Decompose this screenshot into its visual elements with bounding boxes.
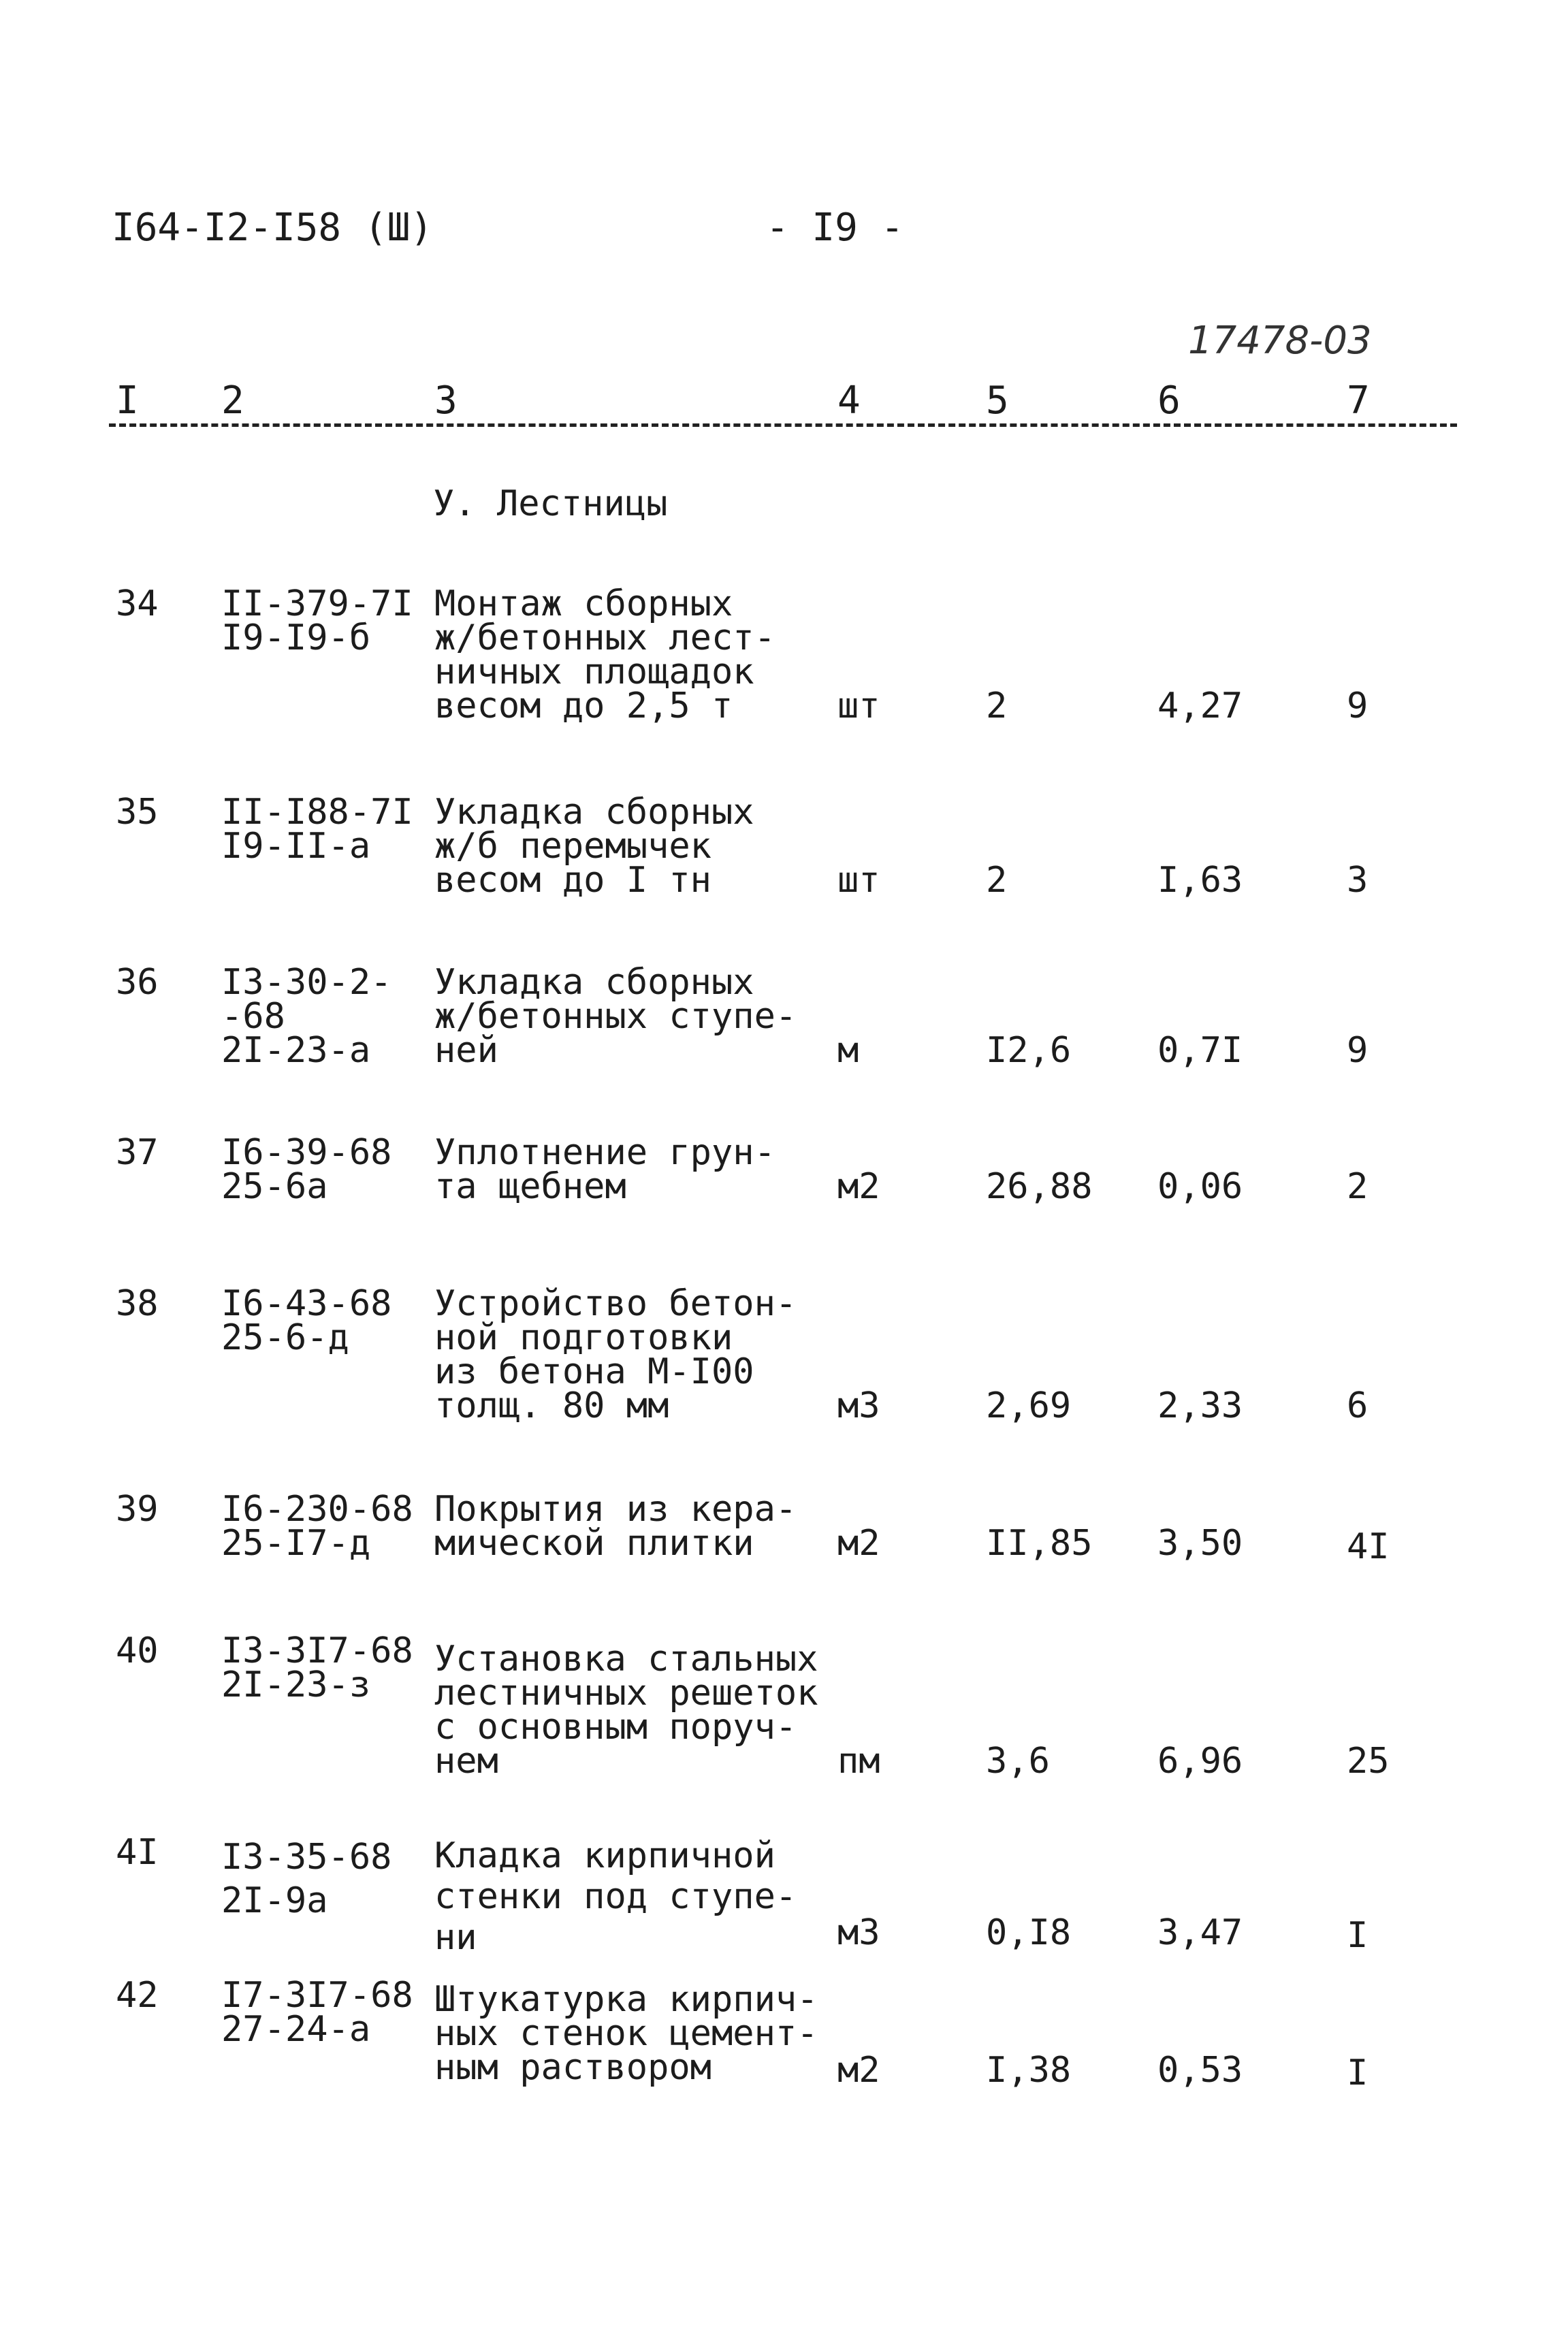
- column-number-header: [109, 379, 1457, 440]
- total: 25: [1347, 1741, 1390, 1782]
- norm-code: I6-39-68 25-6а: [221, 1132, 392, 1207]
- row-number: 38: [116, 1283, 159, 1324]
- quantity: 26,88: [986, 1166, 1093, 1207]
- unit: шт: [837, 860, 880, 901]
- norm-code: I7-3I7-68 27-24-а: [221, 1975, 413, 2050]
- unit-price: 0,7I: [1157, 1030, 1243, 1071]
- document-code: I64-I2-I58 (Ш): [112, 206, 434, 250]
- work-description: Установка стальных лестничных решеток с основным поруч- нем: [434, 1639, 818, 1782]
- unit-price: 3,50: [1157, 1523, 1243, 1564]
- dashed-rule: [109, 423, 1457, 427]
- norm-code: I3-35-68 2I-9а: [221, 1837, 392, 1921]
- unit-price: 0,53: [1157, 2050, 1243, 2091]
- section-title: У. Лестницы: [433, 483, 668, 524]
- unit: шт: [837, 686, 880, 726]
- unit: м: [837, 1030, 859, 1071]
- column-number: 5: [986, 379, 1009, 423]
- work-description: Покрытия из кера- мической плитки: [434, 1489, 797, 1564]
- row-number: 36: [116, 962, 159, 1003]
- work-description: Штукатурка кирпич- ных стенок цемент- ным раствором: [434, 1979, 818, 2088]
- row-number: 39: [116, 1489, 159, 1530]
- quantity: I2,6: [986, 1030, 1072, 1071]
- unit-price: 2,33: [1157, 1385, 1243, 1426]
- unit-price: 4,27: [1157, 686, 1243, 726]
- row-number: 35: [116, 792, 159, 833]
- norm-code: I3-30-2- -68 2I-23-а: [221, 962, 392, 1071]
- norm-code: II-379-7I I9-I9-б: [221, 583, 413, 658]
- quantity: 0,I8: [986, 1912, 1072, 1953]
- total: I: [1347, 1915, 1369, 1956]
- column-number: 6: [1157, 379, 1181, 423]
- page-number: - I9 -: [766, 206, 904, 250]
- quantity: 2: [986, 860, 1008, 901]
- row-number: 40: [116, 1630, 159, 1671]
- column-number: 4: [837, 379, 861, 423]
- unit: пм: [837, 1741, 880, 1782]
- quantity: 2,69: [986, 1385, 1072, 1426]
- norm-code: I6-230-68 25-I7-д: [221, 1489, 413, 1564]
- unit-price: 3,47: [1157, 1912, 1243, 1953]
- total: 4I: [1347, 1526, 1390, 1567]
- column-number: 2: [221, 379, 244, 423]
- work-description: Укладка сборных ж/б перемычек весом до I тн: [434, 792, 754, 901]
- norm-code: II-I88-7I I9-II-а: [221, 792, 413, 867]
- quantity: 3,6: [986, 1741, 1050, 1782]
- work-description: Устройство бетон- ной подготовки из бетона М-I00 толщ. 80 мм: [434, 1283, 797, 1426]
- work-description: Кладка кирпичной стенки под ступе- ни: [434, 1835, 797, 1958]
- handwritten-note: 17478-03: [1188, 319, 1372, 363]
- work-description: Укладка сборных ж/бетонных ступе- ней: [434, 962, 797, 1071]
- row-number: 4I: [116, 1832, 159, 1873]
- unit: м2: [837, 1166, 880, 1207]
- total: 6: [1347, 1385, 1369, 1426]
- quantity: 2: [986, 686, 1008, 726]
- row-number: 34: [116, 583, 159, 624]
- total: I: [1347, 2053, 1369, 2093]
- work-description: Уплотнение грун- та щебнем: [434, 1132, 775, 1207]
- row-number: 42: [116, 1975, 159, 2016]
- unit-price: 6,96: [1157, 1741, 1243, 1782]
- row-number: 37: [116, 1132, 159, 1173]
- norm-code: I3-3I7-68 2I-23-з: [221, 1630, 413, 1705]
- unit: м3: [837, 1385, 880, 1426]
- norm-code: I6-43-68 25-6-д: [221, 1283, 392, 1358]
- work-description: Монтаж сборных ж/бетонных лест- ничных площадок весом до 2,5 т: [434, 583, 775, 726]
- column-number: 3: [434, 379, 458, 423]
- unit-price: I,63: [1157, 860, 1243, 901]
- column-number: I: [116, 379, 139, 423]
- unit: м3: [837, 1912, 880, 1953]
- column-number: 7: [1347, 379, 1370, 423]
- unit: м2: [837, 1523, 880, 1564]
- total: 3: [1347, 860, 1369, 901]
- total: 9: [1347, 686, 1369, 726]
- unit-price: 0,06: [1157, 1166, 1243, 1207]
- quantity: I,38: [986, 2050, 1072, 2091]
- unit: м2: [837, 2050, 880, 2091]
- total: 9: [1347, 1030, 1369, 1071]
- quantity: II,85: [986, 1523, 1093, 1564]
- total: 2: [1347, 1166, 1369, 1207]
